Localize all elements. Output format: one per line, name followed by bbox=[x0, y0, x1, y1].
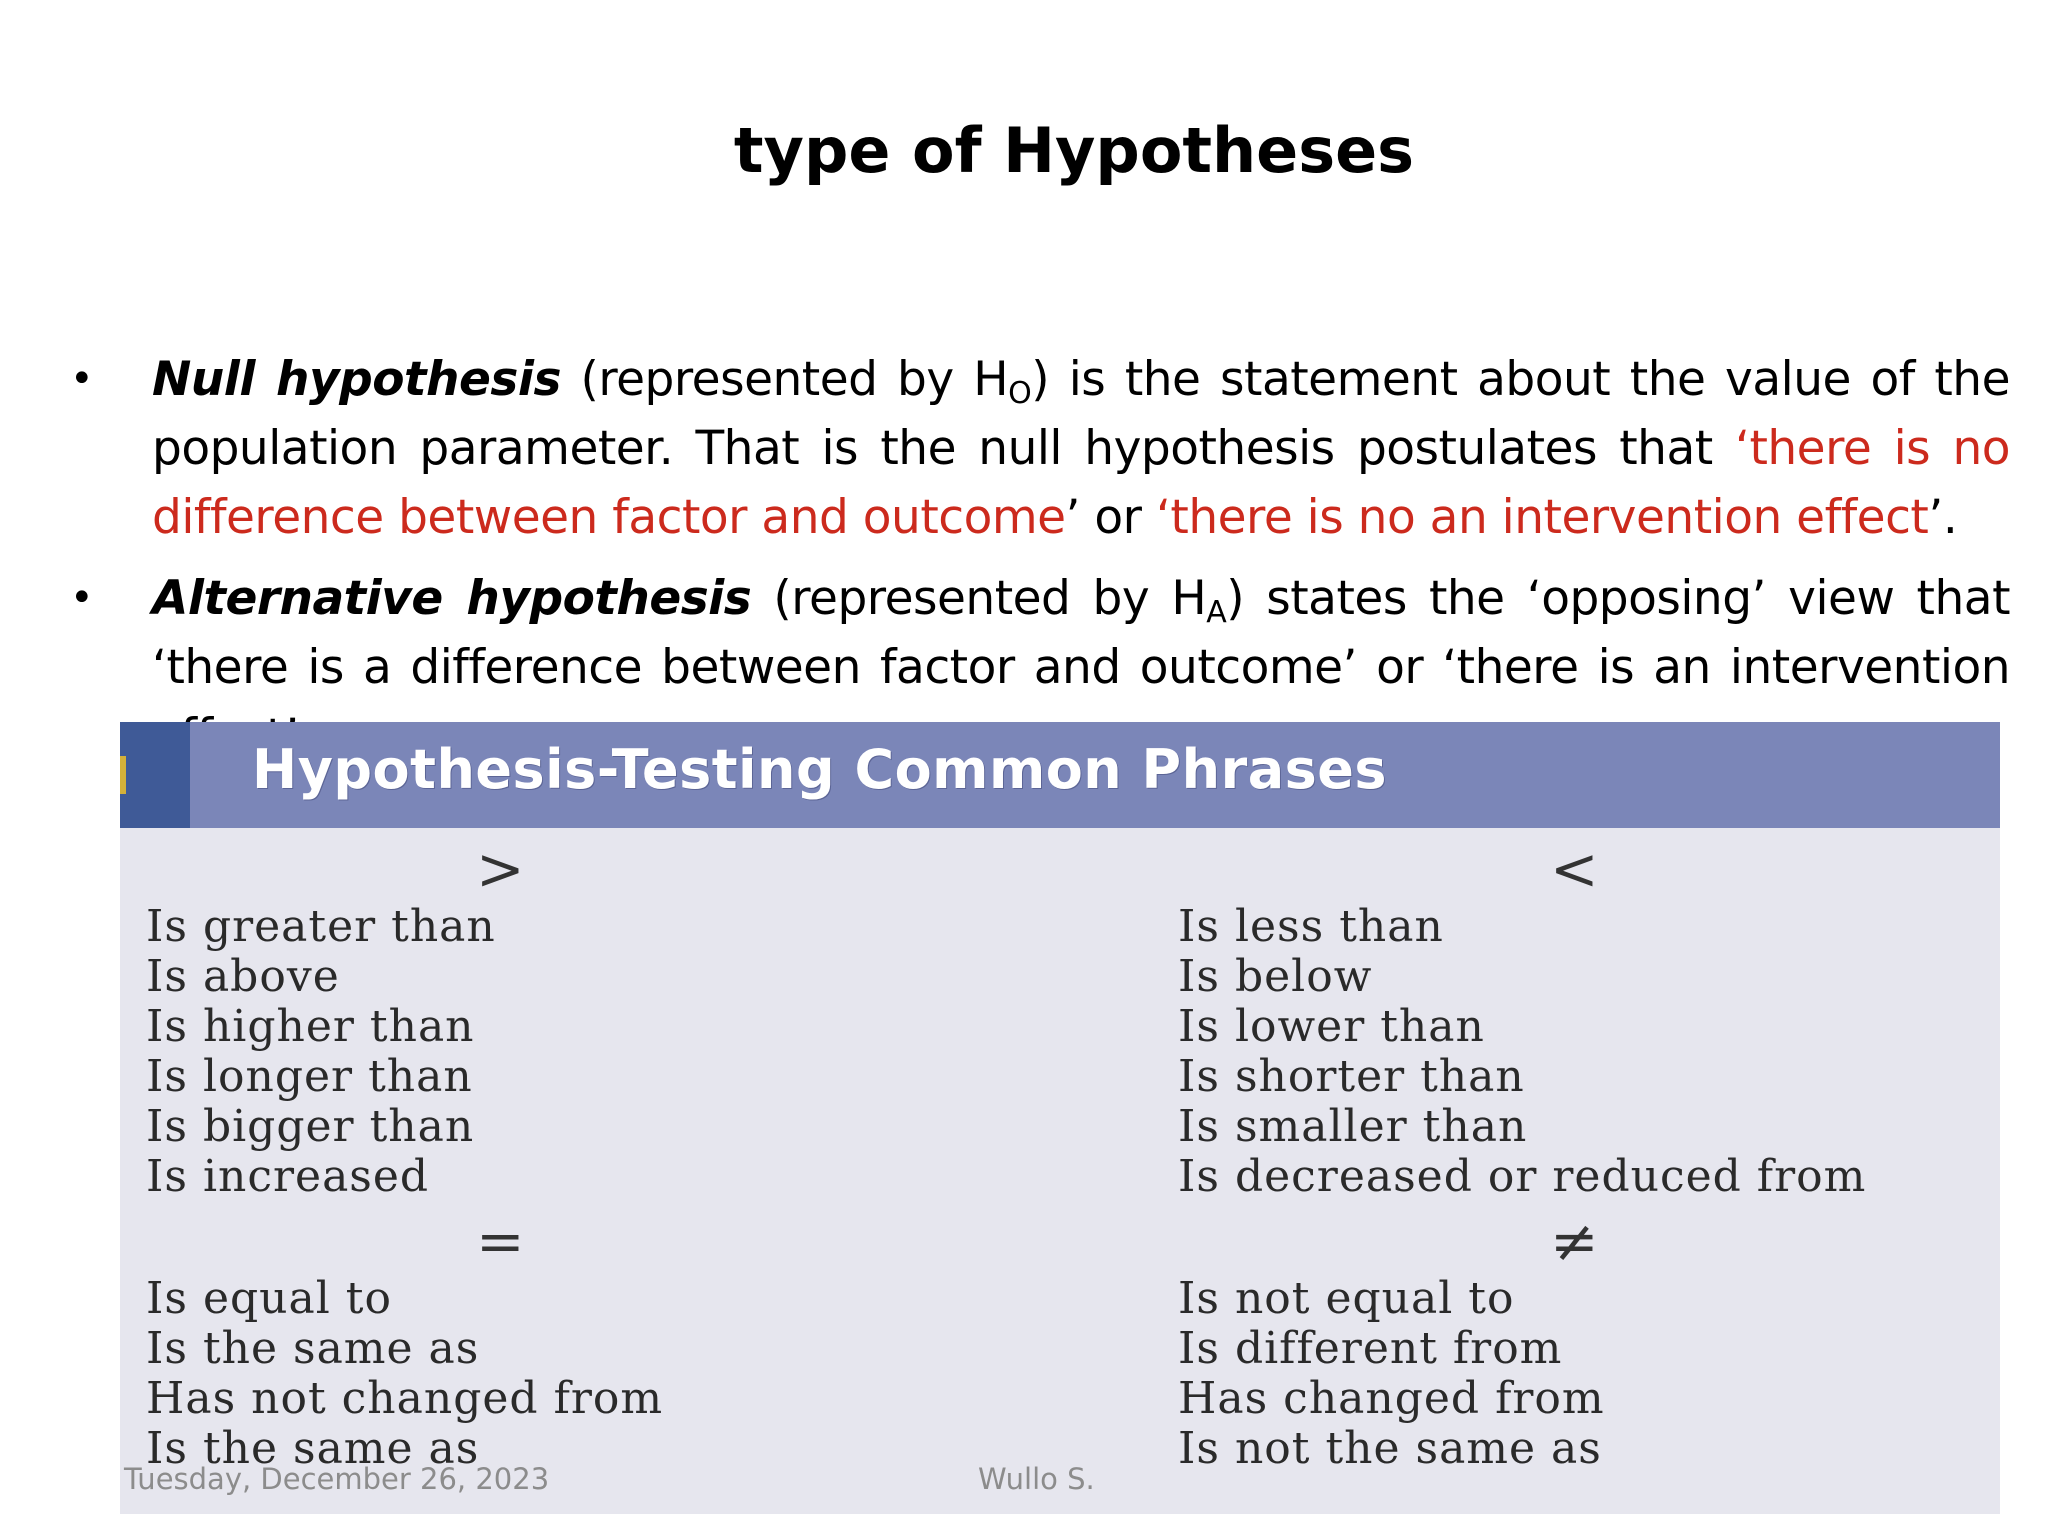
phrase-item: Is below bbox=[1178, 951, 1373, 1002]
text-segment: (represented by H bbox=[751, 571, 1207, 626]
text-segment: ’ or bbox=[1065, 490, 1156, 545]
column-right bbox=[1178, 836, 1978, 1474]
equal-phrase-list bbox=[146, 1274, 1026, 1474]
less-than-symbol: < bbox=[1550, 835, 1599, 903]
header-accent bbox=[120, 722, 190, 828]
phrase-item: Is shorter than bbox=[1178, 1051, 1525, 1102]
text-segment: ) states the ‘opposing’ view that ‘there is a difference between factor and outcome’ or ‘there is an intervention bbox=[152, 571, 2010, 695]
phrase-table-image bbox=[120, 722, 2000, 1514]
phrase-item: Is not equal to bbox=[1178, 1273, 1515, 1324]
phrase-item: Is not the same as bbox=[1178, 1423, 1602, 1474]
phrase-item: Is above bbox=[146, 951, 340, 1002]
phrase-item: Is higher than bbox=[146, 1001, 475, 1052]
column-left bbox=[146, 836, 1026, 1474]
subscript-a: A bbox=[1206, 595, 1227, 630]
table-title: Hypothesis-Testing Common Phrases bbox=[252, 738, 1388, 801]
phrase-item: Is the same as bbox=[146, 1423, 480, 1474]
phrase-item: Is increased bbox=[146, 1151, 430, 1202]
bullet-icon: • bbox=[70, 575, 94, 621]
footer-date: Tuesday, December 26, 2023 bbox=[124, 1462, 550, 1496]
subscript-o: O bbox=[1008, 376, 1032, 411]
text-segment: ) is the statement about the value of the population parameter. That is the null hypothesis postulates that bbox=[152, 352, 2011, 476]
phrase-item: Is the same as bbox=[146, 1323, 480, 1374]
term-null-hypothesis: Null hypothesis bbox=[152, 352, 561, 407]
greater-phrase-list bbox=[146, 902, 1026, 1202]
phrase-item: Is less than bbox=[1178, 901, 1444, 952]
phrase-item: Is greater than bbox=[146, 901, 496, 952]
highlight-no-difference: ‘there is no difference between factor and outcome bbox=[152, 421, 2010, 545]
phrase-item: Is bigger than bbox=[146, 1101, 475, 1152]
highlight-no-effect: ‘there is no an intervention effect bbox=[1155, 490, 1929, 545]
not-equal-phrase-list bbox=[1178, 1274, 1978, 1474]
phrase-item: Is longer than bbox=[146, 1051, 473, 1102]
footer-author: Wullo S. bbox=[978, 1462, 1095, 1496]
slide-title: type of Hypotheses bbox=[733, 114, 1415, 187]
text-segment: (represented by H bbox=[560, 352, 1009, 407]
phrase-item: Has not changed from bbox=[146, 1373, 664, 1424]
phrase-item: Is equal to bbox=[146, 1273, 392, 1324]
phrase-item: Has changed from bbox=[1178, 1373, 1605, 1424]
greater-than-symbol: > bbox=[476, 835, 525, 903]
text-segment: ’. bbox=[1928, 490, 1958, 545]
less-phrase-list bbox=[1178, 902, 1978, 1202]
phrase-item: Is smaller than bbox=[1178, 1101, 1528, 1152]
term-alternative-hypothesis: Alternative hypothesis bbox=[152, 571, 752, 626]
equal-symbol: = bbox=[476, 1207, 525, 1275]
bullet-null-hypothesis bbox=[70, 345, 2010, 552]
phrase-item: Is decreased or reduced from bbox=[1178, 1151, 1867, 1202]
table-header bbox=[120, 722, 2000, 828]
phrase-item: Is lower than bbox=[1178, 1001, 1485, 1052]
not-equal-symbol: ≠ bbox=[1550, 1207, 1599, 1275]
phrase-item: Is different from bbox=[1178, 1323, 1563, 1374]
bullet-icon: • bbox=[70, 356, 94, 402]
bullet-list bbox=[70, 345, 2010, 783]
